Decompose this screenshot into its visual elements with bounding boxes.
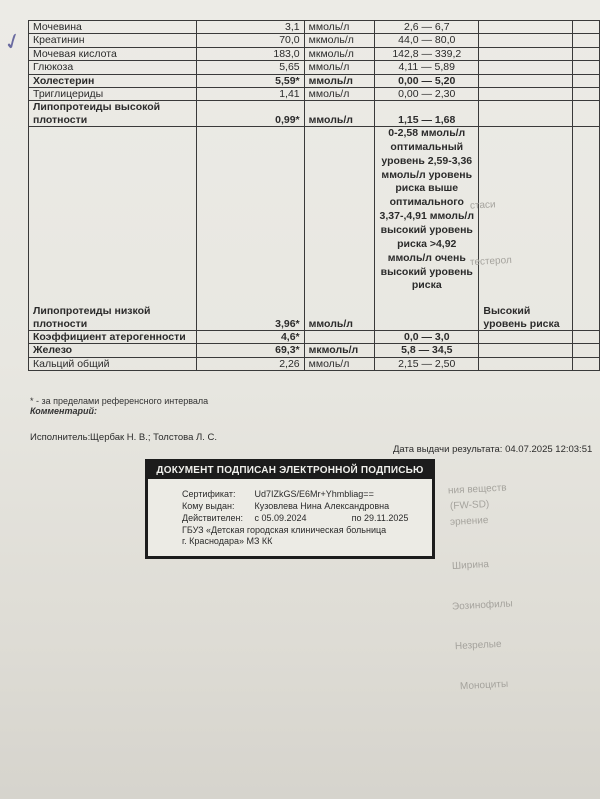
- test-unit: [304, 331, 375, 344]
- issued-to-label: Кому выдан:: [182, 501, 235, 511]
- blank-cell: [573, 344, 600, 357]
- table-row: [29, 21, 600, 34]
- executor-label: Исполнитель:: [30, 432, 91, 443]
- test-value: 1,41: [197, 87, 304, 100]
- test-value: 5,59*: [197, 74, 304, 87]
- test-name: Коэффициент атерогенности: [29, 331, 197, 344]
- test-unit: ммоль/л: [304, 21, 375, 34]
- test-name: Липопротеиды низкой плотности: [29, 127, 197, 331]
- blank-cell: [573, 47, 600, 60]
- test-value: 2,26: [197, 357, 304, 370]
- blank-cell: [573, 331, 600, 344]
- table-row-ldl: [29, 127, 600, 331]
- risk-note: [479, 87, 573, 100]
- table-row: [29, 101, 600, 127]
- e-signature-stamp: [145, 459, 435, 559]
- risk-note: Высокий уровень риска: [479, 127, 573, 331]
- risk-note: [479, 47, 573, 60]
- cert-label: Сертификат:: [182, 489, 236, 499]
- reference-range: 1,15 — 1,68: [375, 101, 479, 127]
- test-unit: ммоль/л: [304, 357, 375, 370]
- issue-date-value: 04.07.2025 12:03:51: [505, 444, 593, 455]
- issue-date-label: Дата выдачи результата:: [393, 444, 503, 455]
- table-row: [29, 34, 600, 47]
- test-unit: мкмоль/л: [304, 34, 375, 47]
- test-unit: мкмоль/л: [304, 344, 375, 357]
- risk-note: [479, 331, 573, 344]
- risk-note: [479, 74, 573, 87]
- reference-range: 142,8 — 339,2: [375, 47, 479, 60]
- test-name: Кальций общий: [29, 357, 197, 370]
- results-table: [28, 20, 600, 371]
- reference-range: 0-2,58 ммоль/л оптимальный уровень 2,59-3,36 ммоль/л уровень риска выше оптимального 3,37-,4,91 ммоль/л высокий уровень риска >4,92 ммоль/л очень высокий уровень риска: [375, 127, 479, 331]
- test-unit: ммоль/л: [304, 61, 375, 74]
- risk-note: [479, 344, 573, 357]
- risk-note: [479, 101, 573, 127]
- blank-cell: [573, 87, 600, 100]
- test-unit: ммоль/л: [304, 127, 375, 331]
- table-row: [29, 61, 600, 74]
- blank-cell: [573, 61, 600, 74]
- blank-cell: [573, 127, 600, 331]
- executor: [30, 432, 218, 443]
- blank-cell: [573, 21, 600, 34]
- test-unit: ммоль/л: [304, 101, 375, 127]
- test-value: 3,96*: [197, 127, 304, 331]
- issued-to-value: Кузовлева Нина Александровна: [254, 501, 390, 511]
- footnote: * - за пределами референсного интервала: [30, 396, 209, 406]
- org-line-1: ГБУЗ «Детская городская клиническая больница: [182, 525, 387, 535]
- test-unit: ммоль/л: [304, 87, 375, 100]
- reference-range: 4,11 — 5,89: [375, 61, 479, 74]
- lab-report-sheet: ✓ Мочевина 3,1 ммоль/л 2,6 — 6,7 Креатинин 70,0 мкмоль/л 44,0 — 80,0 Мочевая кислота 183,0 мкмоль/л 142,8 — 339,2 Глюкоза 5,65 ммоль/л 4,11 — 5,89 Холестерин 5,59* ммоль/л 0,00 — 5,20 Триглицериды 1,41 ммоль/л 0,00 — 2,30 Липопротеиды высокой плотности 0,99* ммоль/л 1,15 — 1,68 Липопротеиды низкой плотности 3,96* ммоль/л 0-2,58 ммоль/л оптимальный уровень 2,59-3,36 ммоль/л уровень риска выше оптимального 3,37-,4,91 ммоль/л высокий уровень риска >4,92 ммоль/л очень высокий уровень риска Высокий уровень риска Коэффициент атерогенности 4,6* 0,0 — 3,0 Железо 69,3* мкмоль/л 5,8 — 34,5 Кальций общий 2,26 ммоль/л 2,15 — 2,50 * - за пределами референсного интервала Комментарий: Исполнитель: Щербак Н. В.; Толстова Л. С. Дата выдачи результата: 04.07.2025 12:03:51 стаси тестерол ния веществ (FW-SD) эрнение Ширина Эозинофилы Незрелые Моноциты ДОКУМЕНТ ПОДПИСАН ЭЛЕКТРОННОЙ ПОДПИСЬЮ Сертификат: Ud7IZkGS/E6Mr+Yhmbliag== Кому выдан: Кузовлева Нина Александровна Действителен: с 05.09.2024 по 29.11.2025 ГБУЗ «Детская городская клиническая больница г. Краснодара» МЗ КК: [0, 0, 600, 799]
- blank-cell: [573, 357, 600, 370]
- risk-note: [479, 357, 573, 370]
- valid-label: Действителен:: [182, 513, 244, 523]
- comments-label: Комментарий:: [30, 406, 97, 416]
- test-unit: ммоль/л: [304, 74, 375, 87]
- pen-checkmark: ✓: [0, 27, 27, 58]
- table-row: [29, 344, 600, 357]
- table-row: [29, 357, 600, 370]
- reference-range: 5,8 — 34,5: [375, 344, 479, 357]
- test-name: Глюкоза: [29, 61, 197, 74]
- stamp-title: ДОКУМЕНТ ПОДПИСАН ЭЛЕКТРОННОЙ ПОДПИСЬЮ: [148, 462, 432, 479]
- test-name: Триглицериды: [29, 87, 197, 100]
- test-name: Холестерин: [29, 74, 197, 87]
- reference-range: 0,00 — 2,30: [375, 87, 479, 100]
- test-name: Креатинин: [29, 34, 197, 47]
- table-row: [29, 331, 600, 344]
- test-name: Мочевина: [29, 21, 197, 34]
- test-value: 5,65: [197, 61, 304, 74]
- valid-from: с 05.09.2024: [254, 513, 307, 523]
- reference-range: 0,0 — 3,0: [375, 331, 479, 344]
- reference-range: 0,00 — 5,20: [375, 74, 479, 87]
- reference-range: 2,6 — 6,7: [375, 21, 479, 34]
- test-value: 4,6*: [197, 331, 304, 344]
- test-value: 183,0: [197, 47, 304, 60]
- test-value: 0,99*: [197, 101, 304, 127]
- reference-range: 2,15 — 2,50: [375, 357, 479, 370]
- blank-cell: [573, 101, 600, 127]
- blank-cell: [573, 74, 600, 87]
- test-value: 69,3*: [197, 344, 304, 357]
- table-row: [29, 87, 600, 100]
- test-value: 3,1: [197, 21, 304, 34]
- reference-range: 44,0 — 80,0: [375, 34, 479, 47]
- test-name: Липопротеиды высокой плотности: [29, 101, 197, 127]
- test-value: 70,0: [197, 34, 304, 47]
- test-unit: мкмоль/л: [304, 47, 375, 60]
- org-line-2: г. Краснодара» МЗ КК: [182, 536, 273, 546]
- issue-date: [393, 444, 592, 455]
- table-row: [29, 47, 600, 60]
- risk-note: [479, 34, 573, 47]
- risk-note: [479, 21, 573, 34]
- test-name: Железо: [29, 344, 197, 357]
- executor-names: Щербак Н. В.; Толстова Л. С.: [90, 432, 218, 443]
- table-row: [29, 74, 600, 87]
- valid-to: по 29.11.2025: [351, 513, 409, 523]
- blank-cell: [573, 34, 600, 47]
- risk-note: [479, 61, 573, 74]
- test-name: Мочевая кислота: [29, 47, 197, 60]
- cert-value: Ud7IZkGS/E6Mr+Yhmbliag==: [254, 489, 374, 499]
